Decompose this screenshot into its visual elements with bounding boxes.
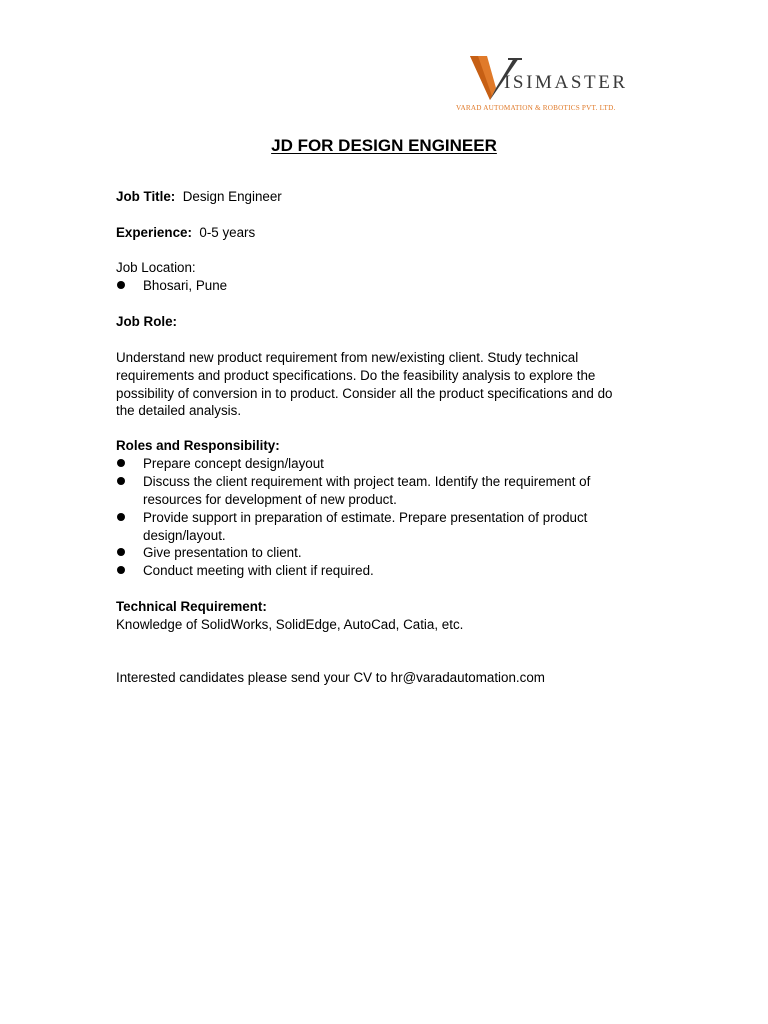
roles-item-text — [143, 455, 324, 473]
roles-item-line: resources for development of new product. — [143, 492, 397, 507]
job-title-label: Job Title: — [116, 189, 176, 204]
logo-tagline: VARAD AUTOMATION & ROBOTICS PVT. LTD. — [456, 104, 616, 112]
roles-item-text — [143, 562, 374, 580]
experience-value: 0-5 years — [199, 225, 256, 240]
roles-item-line: design/layout. — [143, 528, 226, 543]
roles-item-line: Give presentation to client. — [143, 545, 302, 560]
roles-item-line: Discuss the client requirement with project team. Identify the requirement of — [143, 474, 591, 489]
bullet-dot — [117, 548, 125, 556]
location-text: Bhosari, Pune — [143, 278, 228, 293]
job-location-label: Job Location: — [116, 260, 196, 275]
document-title: JD FOR DESIGN ENGINEER — [271, 136, 497, 155]
technical-label: Technical Requirement: — [116, 599, 267, 614]
bullet-dot — [117, 281, 125, 289]
roles-item-text — [143, 509, 587, 545]
job-role-line: Understand new product requirement from new/existing client. Study technical — [116, 350, 579, 365]
job-title-line — [116, 188, 282, 206]
roles-item-line: Prepare concept design/layout — [143, 456, 324, 471]
roles-item-line: Conduct meeting with client if required. — [143, 563, 374, 578]
job-role-description — [116, 349, 656, 420]
job-role-line: the detailed analysis. — [116, 403, 242, 419]
roles-item-text — [143, 473, 590, 509]
bullet-dot — [117, 513, 125, 521]
contact-text: Interested candidates please send your CV to hr@varadautomation.com — [116, 670, 545, 685]
roles-item-line: Provide support in preparation of estimate. Prepare presentation of product — [143, 510, 588, 525]
bullet-dot — [117, 459, 125, 467]
technical-text: Knowledge of SolidWorks, SolidEdge, AutoCad, Catia, etc. — [116, 617, 464, 632]
logo-wordmark: ISIMASTER — [504, 72, 628, 93]
roles-label: Roles and Responsibility: — [116, 438, 280, 453]
job-role-line: possibility of conversion in to product. Consider all the product specifications and do — [116, 385, 613, 401]
roles-item-text — [143, 544, 302, 562]
experience-label: Experience: — [116, 225, 192, 240]
job-role-label: Job Role: — [116, 314, 178, 329]
job-title-value: Design Engineer — [182, 189, 282, 204]
company-logo — [456, 52, 646, 116]
job-role-line: requirements and product specifications. Do the feasibility analysis to explore the — [116, 367, 596, 383]
experience-line — [116, 224, 255, 242]
bullet-dot — [117, 566, 125, 574]
bullet-dot — [117, 477, 125, 485]
